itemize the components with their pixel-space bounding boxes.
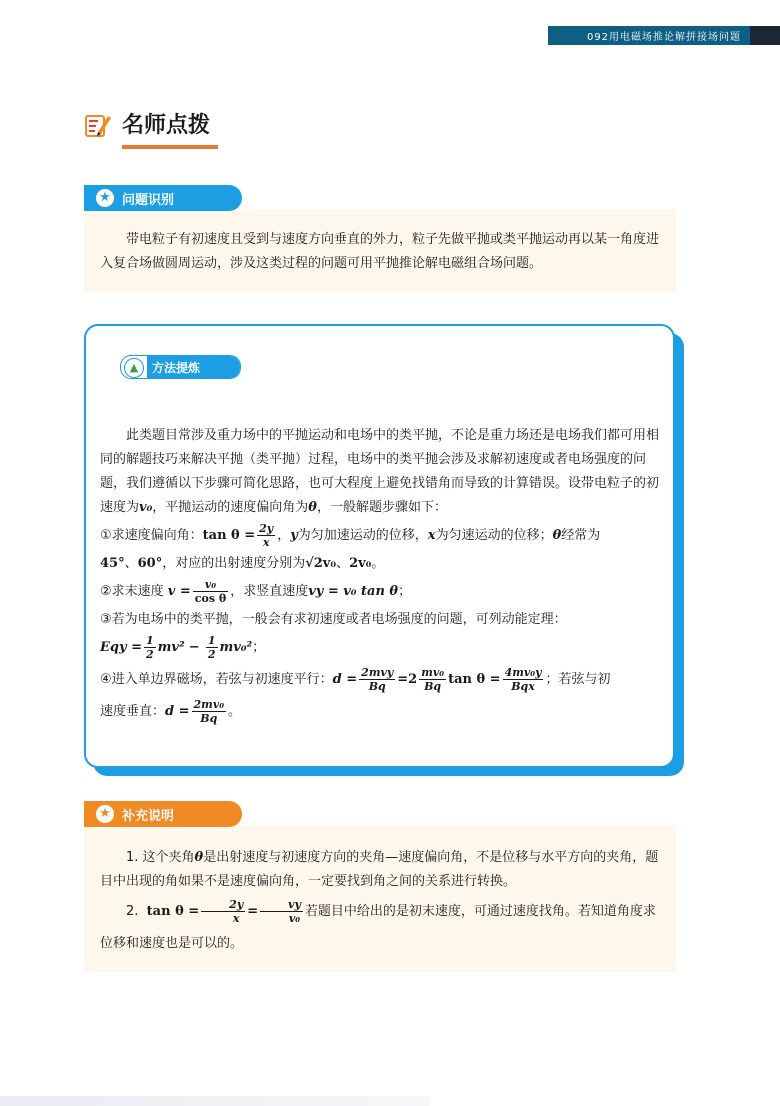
problem-identification-label: ★ 问题识别 bbox=[84, 185, 242, 211]
star-icon: ★ bbox=[96, 189, 114, 207]
step-1: ①求速度偏向角：tan θ = $\frac{2y}{x}$ ，y为匀加速运动的位移，x为匀速运动的位移；θ经常为 bbox=[100, 522, 601, 549]
header-corner-block bbox=[750, 26, 780, 45]
supplement-p1: 1. 这个夹角θ是出射速度与初速度方向的夹角—速度偏向角，不是位移与水平方向的夹角，题目中出现的角如果不是速度偏向角，一定要找到角之间的关系进行转换。 bbox=[100, 850, 659, 889]
step-4: ④进入单边界磁场，若弦与初速度平行：d = $\frac{\text{2mvy}}{Bq}$ =2 $\frac{\text{mv₀}}{Bq}$ tan θ = $\frac{\text{4mv₀y}}{\text{Bqx}}$ ；若弦与初 bbox=[100, 666, 611, 693]
supplement-p2: 2. tan θ = $\frac{2y}{x}$ = $\frac{vy}{\text{v₀}}$ 若题目中给出的是初末速度，可通过速度找角。若知道角度求位移和速度也是可以的。 bbox=[100, 898, 656, 951]
chapter-title: 092用电磁场推论解拼接场问题 bbox=[586, 32, 742, 43]
step-4-cont: 速度垂直：d = $\frac{\text{2mv₀}}{Bq}$ 。 bbox=[100, 698, 242, 725]
step-1-cont: 45°、60°，对应的出射速度分别为√2v₀、2v₀。 bbox=[100, 556, 385, 571]
method-intro: 此类题目常涉及重力场中的平抛运动和电场中的类平抛，不论是重力场还是电场我们都可用相同的解题技巧来解决平抛（类平抛）过程，电场中的类平抛会涉及求解初速度或者电场强度的问题，我们遵循以下步骤可简化思路，也可大程度上避免找错角而导致的计算错误。设带电粒子的初速度为v₀，平抛运动的速度偏向角为θ，一般解题步骤如下： bbox=[100, 428, 660, 515]
step-3: ③若为电场中的类平抛，一般会有求初速度或者电场强度的问题，可列动能定理： bbox=[100, 612, 567, 627]
star-icon: ★ bbox=[96, 805, 114, 823]
mountain-icon: ▲ bbox=[124, 358, 144, 378]
method-label: ▲ 方法提炼 bbox=[120, 355, 241, 379]
supplement-label: ★ 补充说明 bbox=[84, 801, 242, 827]
step-2: ②求末速度 v = $\frac{\text{v₀}}{\text{cos θ}}$ ，求竖直速度vy = v₀ tan θ； bbox=[100, 578, 412, 605]
step-3-formula: Eqy = $\frac{1}{2}$ mv² − $\frac{1}{2}$ mv₀²； bbox=[100, 634, 266, 661]
title-text: 名师点拨 bbox=[122, 113, 211, 138]
title-underline bbox=[122, 145, 218, 149]
footer-bar bbox=[0, 1096, 430, 1106]
method-content bbox=[100, 424, 660, 728]
supplement-text bbox=[100, 846, 662, 960]
problem-identification-text: 带电粒子有初速度且受到与速度方向垂直的外力，粒子先做平抛或类平抛运动再以某一角度进入复合场做圆周运动，涉及这类过程的问题可用平抛推论解电磁组合场问题。 bbox=[100, 232, 660, 271]
header-bar bbox=[548, 26, 780, 45]
pencil-note-icon bbox=[84, 110, 112, 138]
